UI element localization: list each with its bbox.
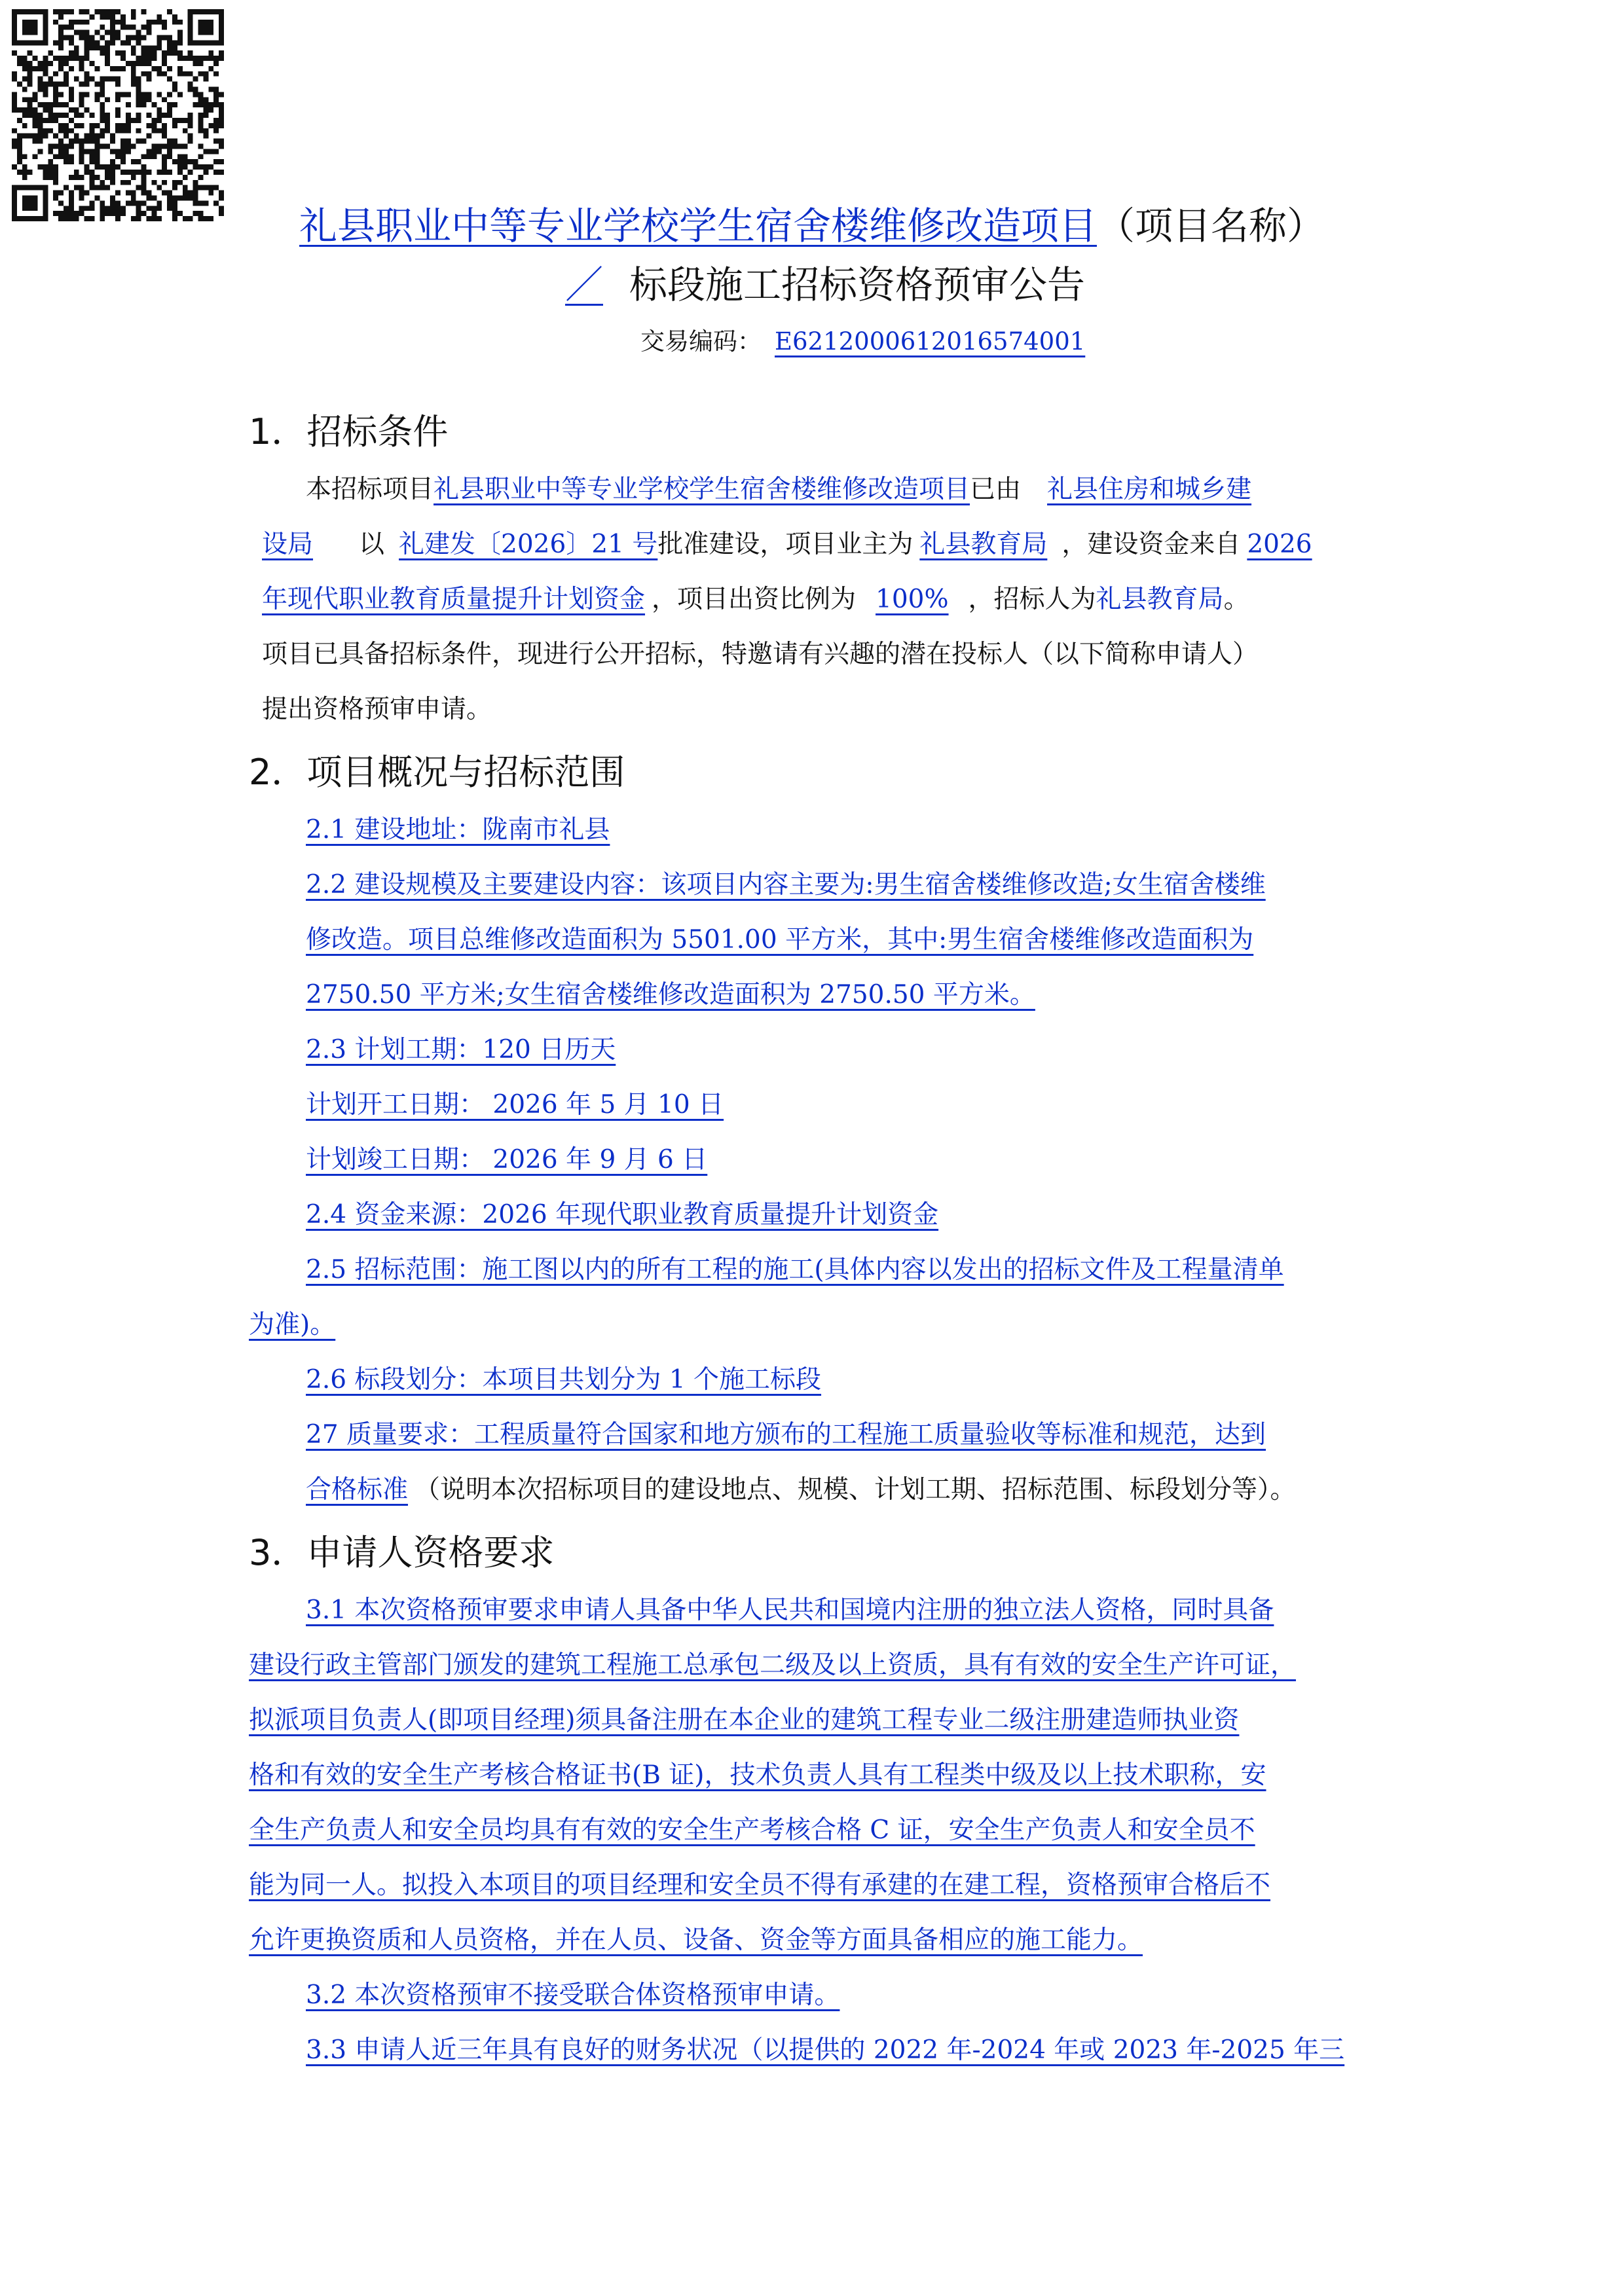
item-2-4: 2.4 资金来源：2026 年现代职业教育质量提升计划资金	[306, 1200, 939, 1230]
item-2-1: 2.1 建设地址：陇南市礼县	[306, 815, 610, 845]
item-2-note: （说明本次招标项目的建设地点、规模、计划工期、招标范围、标段划分等）。	[415, 1475, 1296, 1504]
s1-line-5: 提出资格预审申请。	[262, 695, 492, 724]
section-suffix: 标段施工招标资格预审公告	[629, 263, 1086, 307]
quality-standard: 合格标准	[306, 1475, 409, 1504]
s1-project-name: 礼县职业中等专业学校学生宿舍楼维修改造项目	[434, 475, 970, 504]
s1-line-1	[306, 462, 1251, 517]
project-name-suffix: （项目名称）	[1097, 204, 1325, 248]
s1-text: 批准建设，项目业主为	[657, 530, 913, 559]
transaction-code	[640, 322, 1085, 361]
item-2-3: 2.3 计划工期：120 日历天	[306, 1035, 616, 1065]
s1-text: 已由	[970, 475, 1022, 504]
transaction-code-value: E6212000612016574001	[775, 327, 1086, 355]
s1-approver: 礼县住房和城乡建	[1047, 475, 1252, 504]
item-2-5: 2.5 招标范围：施工图以内的所有工程的施工(具体内容以发出的招标文件及工程量清单	[306, 1255, 1284, 1285]
item-2-5-cont: 为准)。	[249, 1310, 336, 1339]
project-name: 礼县职业中等专业学校学生宿舍楼维修改造项目	[299, 204, 1097, 248]
section-2-heading: 2．项目概况与招标范围	[249, 752, 625, 793]
qr-code-icon	[12, 9, 224, 221]
item-2-7: 27 质量要求：工程质量符合国家和地方颁布的工程施工质量验收等标准和规范，达到	[306, 1420, 1266, 1449]
end-date: 计划竣工日期： 2026 年 9 月 6 日	[306, 1145, 708, 1175]
page-title	[0, 200, 1624, 252]
section-1-heading: 1．招标条件	[249, 411, 449, 452]
item-3-1-cont: 能为同一人。拟投入本项目的项目经理和安全员不得有承建的在建工程，资格预审合格后不	[249, 1870, 1271, 1900]
s1-text: ，项目出资比例为	[652, 585, 857, 614]
s1-line-3	[262, 572, 1249, 627]
item-2-2-cont: 修改造。项目总维修改造面积为 5501.00 平方米，其中:男生宿舍楼维修改造面积为	[306, 925, 1254, 955]
s1-text: ，建设资金来自	[1061, 530, 1241, 559]
s1-owner: 礼县教育局	[919, 530, 1048, 559]
item-3-1-cont: 全生产负责人和安全员均具有有效的安全生产考核合格 C 证，安全生产负责人和安全员不	[249, 1815, 1255, 1845]
transaction-code-label: 交易编码：	[640, 327, 762, 355]
item-2-2-cont: 2750.50 平方米;女生宿舍楼维修改造面积为 2750.50 平方米。	[306, 980, 1035, 1010]
s1-text: ，招标人为	[968, 585, 1096, 614]
s1-text: 。	[1223, 585, 1249, 614]
s1-tenderer: 礼县教育局	[1096, 585, 1224, 614]
section-3-heading: 3．申请人资格要求	[249, 1532, 555, 1573]
s1-fund-source-cont: 年现代职业教育质量提升计划资金	[262, 585, 646, 614]
item-3-1-cont: 允许更换资质和人员资格，并在人员、设备、资金等方面具备相应的施工能力。	[249, 1925, 1143, 1955]
item-2-2: 2.2 建设规模及主要建设内容：该项目内容主要为:男生宿舍楼维修改造;女生宿舍楼维	[306, 870, 1266, 900]
s1-fund-source: 2026	[1247, 530, 1312, 559]
page-subtitle	[0, 259, 1624, 311]
item-3-1-cont: 拟派项目负责人(即项目经理)须具备注册在本企业的建筑工程专业二级注册建造师执业资	[249, 1705, 1240, 1735]
item-3-2: 3.2 本次资格预审不接受联合体资格预审申请。	[306, 1980, 840, 2010]
s1-line-4: 项目已具备招标条件，现进行公开招标，特邀请有兴趣的潜在投标人（以下简称申请人）	[262, 640, 1259, 669]
s1-approver-cont: 设局	[262, 530, 314, 559]
s1-approval-doc: 礼建发〔2026〕21 号	[399, 530, 658, 559]
item-2-6: 2.6 标段划分：本项目共划分为 1 个施工标段	[306, 1365, 822, 1394]
s1-line-2	[262, 517, 1312, 572]
s1-text: 以	[359, 530, 385, 559]
item-3-3: 3.3 申请人近三年具有良好的财务状况（以提供的 2022 年-2024 年或 2023 年-2025 年三	[306, 2035, 1345, 2065]
section-slash: ／	[564, 263, 603, 307]
item-2-7-cont	[306, 1463, 1296, 1518]
item-3-1-cont: 格和有效的安全生产考核合格证书(B 证)，技术负责人具有工程类中级及以上技术职称，安	[249, 1760, 1266, 1790]
item-3-1: 3.1 本次资格预审要求申请人具备中华人民共和国境内注册的独立法人资格，同时具备	[306, 1595, 1274, 1625]
start-date: 计划开工日期： 2026 年 5 月 10 日	[306, 1090, 724, 1120]
item-3-1-cont: 建设行政主管部门颁发的建筑工程施工总承包二级及以上资质，具有有效的安全生产许可证，	[249, 1650, 1297, 1680]
s1-text: 本招标项目	[306, 475, 434, 504]
s1-ratio: 100%	[876, 585, 949, 614]
